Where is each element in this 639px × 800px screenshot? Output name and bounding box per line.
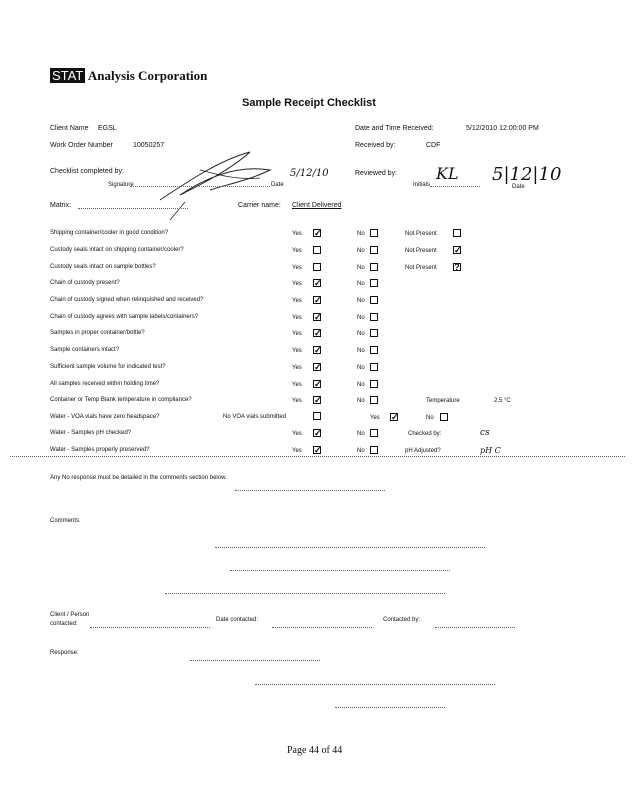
- temperature-value: 2.5 °C: [494, 398, 511, 404]
- contacted-by-label: Contacted by:: [383, 617, 421, 623]
- q-custody-seals-bottles: Custody seals intact on sample bottles?: [50, 264, 156, 270]
- yes-label: Yes: [292, 398, 302, 404]
- q-voa-headspace: Water - VOA vials have zero headspace?: [50, 414, 160, 420]
- yes-checkbox[interactable]: ✓: [314, 312, 322, 322]
- date-label: Date: [271, 182, 284, 188]
- reviewed-initials: KL: [436, 164, 459, 183]
- not-present-label: Not Present: [405, 248, 437, 254]
- q-shipping-container: Shipping container/cooler in good condition?: [50, 230, 169, 236]
- q-temperature-compliance: Container or Temp Blank temperature in compliance?: [50, 397, 192, 403]
- no-label: No: [357, 365, 365, 371]
- voa-yes-label: Yes: [370, 415, 380, 421]
- client-name-value: EGSL: [98, 125, 117, 132]
- yes-checkbox[interactable]: ✓: [314, 395, 322, 405]
- no-label: No: [357, 382, 365, 388]
- yes-label: Yes: [292, 448, 302, 454]
- no-label: No: [357, 431, 365, 437]
- no-label: No: [357, 348, 365, 354]
- no-checkbox[interactable]: [370, 279, 378, 287]
- received-by-label: Received by:: [355, 142, 396, 149]
- yes-label: Yes: [292, 382, 302, 388]
- q-sufficient-volume: Sufficient sample volume for indicated test?: [50, 364, 166, 370]
- no-checkbox[interactable]: [370, 329, 378, 337]
- yes-label: Yes: [292, 248, 302, 254]
- yes-checkbox[interactable]: ✓: [314, 445, 322, 455]
- yes-label: Yes: [292, 298, 302, 304]
- no-checkbox[interactable]: [370, 229, 378, 237]
- yes-label: Yes: [292, 431, 302, 437]
- not-present-label: Not Present: [405, 231, 437, 237]
- yes-checkbox[interactable]: [313, 246, 321, 254]
- q-containers-intact: Sample containers intact?: [50, 347, 120, 353]
- initials-label: Initials: [413, 182, 431, 188]
- q-coc-present: Chain of custody present?: [50, 280, 120, 286]
- no-label: No: [357, 331, 365, 337]
- no-checkbox[interactable]: [370, 246, 378, 254]
- q-proper-container: Samples in proper container/bottle?: [50, 330, 145, 336]
- date-contacted-label: Date contacted:: [216, 617, 259, 623]
- ph-adjusted-label: pH Adjusted?: [405, 448, 441, 454]
- q-holding-time: All samples received within holding time?: [50, 381, 160, 387]
- yes-checkbox[interactable]: ✓: [314, 295, 322, 305]
- no-label: No: [357, 265, 365, 271]
- client-person-contacted-label: contacted:: [50, 621, 78, 627]
- reviewed-date-label: Date: [512, 184, 525, 190]
- temperature-label: Temperature: [426, 398, 460, 404]
- no-checkbox[interactable]: [370, 446, 378, 454]
- received-by-value: CDF: [426, 142, 441, 149]
- yes-label: Yes: [292, 331, 302, 337]
- yes-checkbox[interactable]: ✓: [314, 228, 322, 238]
- not-present-checkbox[interactable]: ?: [454, 262, 460, 272]
- carrier-value: Client Delivered: [292, 202, 342, 209]
- yes-checkbox[interactable]: ✓: [314, 278, 322, 288]
- no-checkbox[interactable]: [370, 363, 378, 371]
- yes-checkbox[interactable]: [313, 263, 321, 271]
- page-number: Page 44 of 44: [287, 745, 343, 756]
- yes-label: Yes: [292, 365, 302, 371]
- q-properly-preserved: Water - Samples properly preserved?: [50, 447, 150, 453]
- yes-label: Yes: [292, 348, 302, 354]
- carrier-label: Carrier name:: [238, 202, 281, 209]
- no-voa-label: No VOA vials submitted: [223, 414, 287, 420]
- no-checkbox[interactable]: [370, 296, 378, 304]
- q-coc-signed: Chain of custody signed when relinquished and received?: [50, 297, 204, 303]
- no-checkbox[interactable]: [370, 380, 378, 388]
- yes-label: Yes: [292, 315, 302, 321]
- date-received-value: 5/12/2010 12:00:00 PM: [466, 125, 539, 132]
- no-label: No: [357, 281, 365, 287]
- q-custody-seals-cooler: Custody seals intact on shipping container/cooler?: [50, 247, 184, 253]
- no-checkbox[interactable]: [370, 263, 378, 271]
- company-name: Analysis Corporation: [87, 68, 208, 83]
- no-label: No: [357, 448, 365, 454]
- no-response-note: Any No response must be detailed in the comments section below.: [50, 475, 227, 481]
- matrix-label: Matrix:: [50, 202, 71, 209]
- yes-checkbox[interactable]: ✓: [314, 328, 322, 338]
- no-label: No: [357, 248, 365, 254]
- yes-label: Yes: [292, 265, 302, 271]
- response-label: Response:: [50, 650, 79, 656]
- no-checkbox[interactable]: [370, 429, 378, 437]
- not-present-checkbox[interactable]: [453, 229, 461, 237]
- client-name-label: Client Name: [50, 125, 89, 132]
- no-label: No: [357, 315, 365, 321]
- yes-checkbox[interactable]: ✓: [314, 428, 322, 438]
- signature-label: Signature: [108, 182, 134, 188]
- no-checkbox[interactable]: [370, 313, 378, 321]
- company-logo: [50, 68, 207, 84]
- no-label: No: [357, 298, 365, 304]
- no-voa-checkbox[interactable]: [313, 412, 321, 420]
- yes-label: Yes: [292, 231, 302, 237]
- page-title: Sample Receipt Checklist: [242, 97, 376, 109]
- voa-yes-checkbox[interactable]: ✓: [391, 412, 399, 422]
- checked-by-value: cs: [480, 428, 490, 438]
- not-present-checkbox[interactable]: ✓: [454, 245, 462, 255]
- no-label: No: [357, 231, 365, 237]
- comments-label: Comments:: [50, 518, 81, 524]
- not-present-label: Not Present: [405, 265, 437, 271]
- reviewed-date: 5|12|10: [492, 164, 562, 185]
- logo-box: STAT: [52, 68, 84, 83]
- date-received-label: Date and Time Received:: [355, 125, 434, 132]
- q-coc-agrees: Chain of custody agrees with sample labels/containers?: [50, 314, 199, 320]
- no-checkbox[interactable]: [370, 396, 378, 404]
- work-order-label: Work Order Number: [50, 142, 113, 149]
- yes-label: Yes: [292, 281, 302, 287]
- no-checkbox[interactable]: [370, 346, 378, 354]
- q-ph-checked: Water - Samples pH checked?: [50, 430, 132, 436]
- checklist-completed-label: Checklist completed by:: [50, 168, 124, 175]
- yes-checkbox[interactable]: ✓: [314, 362, 322, 372]
- ph-adjusted-value: pH C: [480, 446, 501, 455]
- handwritten-date: 5/12/10: [290, 168, 329, 179]
- yes-checkbox[interactable]: ✓: [314, 379, 322, 389]
- voa-no-label: No: [426, 415, 434, 421]
- voa-no-checkbox[interactable]: [440, 413, 448, 421]
- client-person-label: Client / Person: [50, 612, 90, 618]
- work-order-value: 10050257: [133, 142, 165, 149]
- no-label: No: [357, 398, 365, 404]
- yes-checkbox[interactable]: ✓: [314, 345, 322, 355]
- checked-by-label: Checked by:: [408, 431, 442, 437]
- reviewed-by-label: Reviewed by:: [355, 170, 398, 177]
